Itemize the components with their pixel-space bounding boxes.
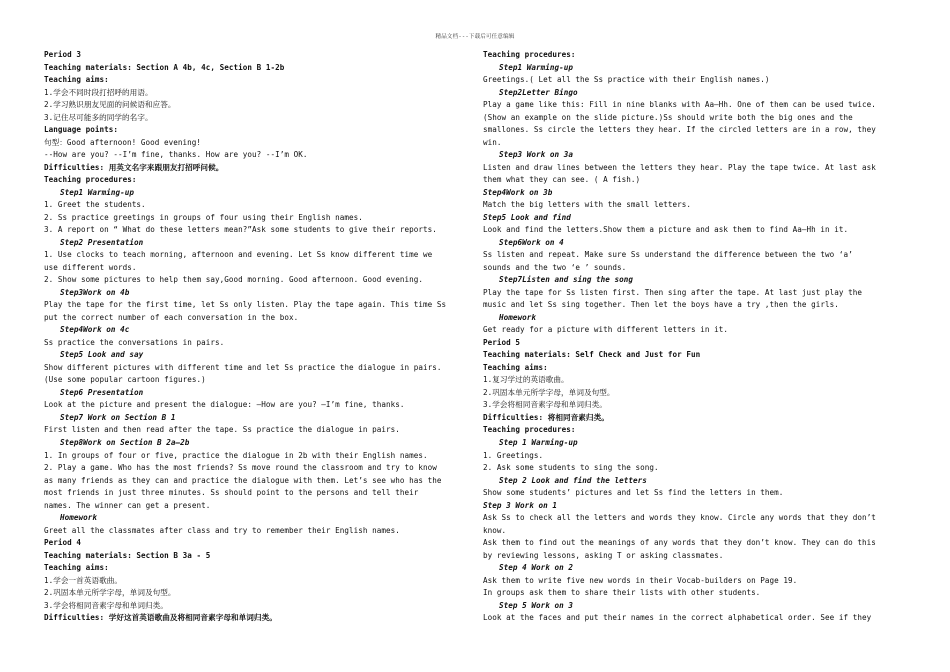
step-heading: Step 3 Work on 1 [483,500,557,510]
text-line: First listen and then read after the tape. Ss practice the dialogue in pairs. [44,425,400,435]
text-line: Ss practice the conversations in pairs. [44,337,225,347]
step-heading: Step1 Warming-up [60,187,134,197]
text-line: 2.学习熟识朋友见面的问候语和应答。 [44,100,176,110]
text-line: 3. A report on “ What do these letters mean?”Ask some students to give their reports. [44,225,437,235]
text-line: 句型：Good afternoon! Good evening! [44,137,201,147]
section-heading: Teaching aims: [44,563,109,573]
step-heading: Step7 Work on Section B 1 [60,412,176,422]
text-line: Show some students’ pictures and let Ss find the letters in them. [483,488,784,498]
text-line: as many friends as they can and practice the dialogue with them. Let’s see who has the [44,475,442,485]
step-heading: Step7Listen and sing the song [499,275,634,285]
text-line: Ask Ss to check all the letters and words they know. Circle any words that they don’t [483,513,876,523]
step-heading: Step8Work on Section B 2a—2b [60,437,190,447]
step-heading: Homework [60,513,97,523]
step-heading: Step 4 Work on 2 [499,563,573,573]
text-line: In groups ask them to share their lists with other students. [483,588,761,598]
text-line: Ss listen and repeat. Make sure Ss understand the difference between the two ‘a’ [483,250,853,260]
text-line: 3.记住尽可能多的同学的名字。 [44,112,153,122]
text-line: Look at the faces and put their names in the correct alphabetical order. See if they [483,613,872,623]
text-line: 1. Use clocks to teach morning, afternoon and evening. Let Ss know different time we [44,250,433,260]
text-line: Play the tape for the first time, let Ss only listen. Play the tape again. This time Ss [44,300,447,310]
step-heading: Homework [499,312,536,322]
section-heading: Teaching aims: [44,75,109,85]
step-heading: Step2Letter Bingo [499,87,578,97]
text-line: names. The winner can get a present. [44,500,211,510]
right-column [483,49,903,625]
text-line: win. [483,137,502,147]
section-heading: Teaching procedures: [483,50,576,59]
text-line: (Show an example on the slide picture.)Ss should write both the big ones and the [483,112,853,122]
section-heading: Teaching procedures: [483,425,576,435]
text-line: Listen and draw lines between the letters they hear. Play the tape twice. At last ask [483,162,876,172]
section-heading: Teaching materials: Section B 3a - 5 [44,550,211,560]
step-heading: Step6Work on 4 [499,237,564,247]
text-line: 1. Greet the students. [44,200,146,210]
section-heading: Difficulties: 学好这首英语歌曲及将相同音素字母和单词归类。 [44,613,277,623]
text-line: Ask them to write five new words in their Vocab-builders on Page 19. [483,575,798,585]
text-line: know. [483,525,507,535]
text-line: 1. Greetings. [483,450,544,460]
text-line: 2. Play a game. Who has the most friends? Ss move round the classroom and try to know [44,463,437,473]
step-heading: Step3Work on 4b [60,287,130,297]
text-line: Greet all the classmates after class and try to remember their English names. [44,525,400,535]
text-line: Look and find the letters.Show them a picture and ask them to find Aa—Hh in it. [483,225,849,235]
section-heading: Teaching procedures: [44,175,137,185]
text-line: use different words. [44,262,137,272]
section-heading: Language points: [44,125,118,135]
text-line: sounds and the two ‘e ’ sounds. [483,262,627,272]
text-line: 1.学会不同时段打招呼的用语。 [44,87,153,97]
left-column [44,49,464,625]
text-line: them what they can see. ( A fish.) [483,175,641,185]
text-line: 3.学会将相同音素字母和单词归类。 [44,600,168,610]
text-line: Play a game like this: Fill in nine blanks with Aa—Hh. One of them can be used twice. [483,100,876,110]
page-header: 精品文档---下载后可任意编辑 [435,34,515,40]
text-line: 3.学会将相同音素字母和单词归类。 [483,400,607,410]
text-line: 2. Ss practice greetings in groups of four using their English names. [44,212,363,222]
step-heading: Step6 Presentation [60,387,144,397]
section-heading: Period 3 [44,50,81,59]
text-line: 2. Ask some students to sing the song. [483,463,659,473]
text-line: 2.巩固本单元所学字母，单词及句型。 [44,588,176,598]
text-line: smallones. Ss circle the letters they hear. If the circled letters are in a row, they [483,125,876,135]
text-line: 2.巩固本单元所学字母，单词及句型。 [483,387,615,397]
text-line: Ask them to find out the meanings of any words that they don’t know. They can do this [483,538,876,548]
text-line: most friends in just three minutes. Ss should point to the persons and tell their [44,488,419,498]
text-line: music and let Ss sing together. Then let the boys have a try ,then the girls. [483,300,839,310]
text-line: 1.复习学过的英语歌曲。 [483,375,569,385]
text-line: (Use some popular cartoon figures.) [44,375,206,385]
text-line: Look at the picture and present the dialogue: —How are you? —I’m fine, thanks. [44,400,405,410]
step-heading: Step3 Work on 3a [499,150,573,160]
text-line: Greetings.( Let all the Ss practice with their English names.) [483,75,770,85]
step-heading: Step4Work on 4c [60,325,130,335]
step-heading: Step2 Presentation [60,237,144,247]
text-line: 1. In groups of four or five, practice the dialogue in 2b with their English names. [44,450,428,460]
text-line: 1.学会一首英语歌曲。 [44,575,123,585]
text-line: put the correct number of each conversation in the box. [44,312,299,322]
section-heading: Difficulties: 用英文名字来跟朋友打招呼问候。 [44,162,224,172]
step-heading: Step 5 Work on 3 [499,600,573,610]
step-heading: Step5 Look and find [483,212,571,222]
step-heading: Step5 Look and say [60,350,144,360]
section-heading: Teaching materials: Self Check and Just for Fun [483,350,701,360]
text-line: 2. Show some pictures to help them say,Good morning. Good afternoon. Good evening. [44,275,423,285]
text-line: Play the tape for Ss listen first. Then sing after the tape. At last just play the [483,287,862,297]
text-line: by reviewing lessons, asking T or asking classmates. [483,550,724,560]
section-heading: Teaching aims: [483,362,548,372]
text-line: --How are you? --I’m fine, thanks. How are you? --I’m OK. [44,150,308,160]
section-heading: Difficulties: 将相同音素归类。 [483,412,609,422]
section-heading: Period 4 [44,538,81,548]
section-heading: Period 5 [483,337,520,347]
text-line: Match the big letters with the small letters. [483,200,691,210]
step-heading: Step1 Warming-up [499,62,573,72]
text-line: Show different pictures with different time and let Ss practice the dialogue in pairs. [44,362,442,372]
section-heading: Teaching materials: Section A 4b, 4c, Section B 1-2b [44,62,285,72]
step-heading: Step4Work on 3b [483,187,553,197]
step-heading: Step 1 Warming-up [499,437,578,447]
text-line: Get ready for a picture with different letters in it. [483,325,728,335]
step-heading: Step 2 Look and find the letters [499,475,647,485]
